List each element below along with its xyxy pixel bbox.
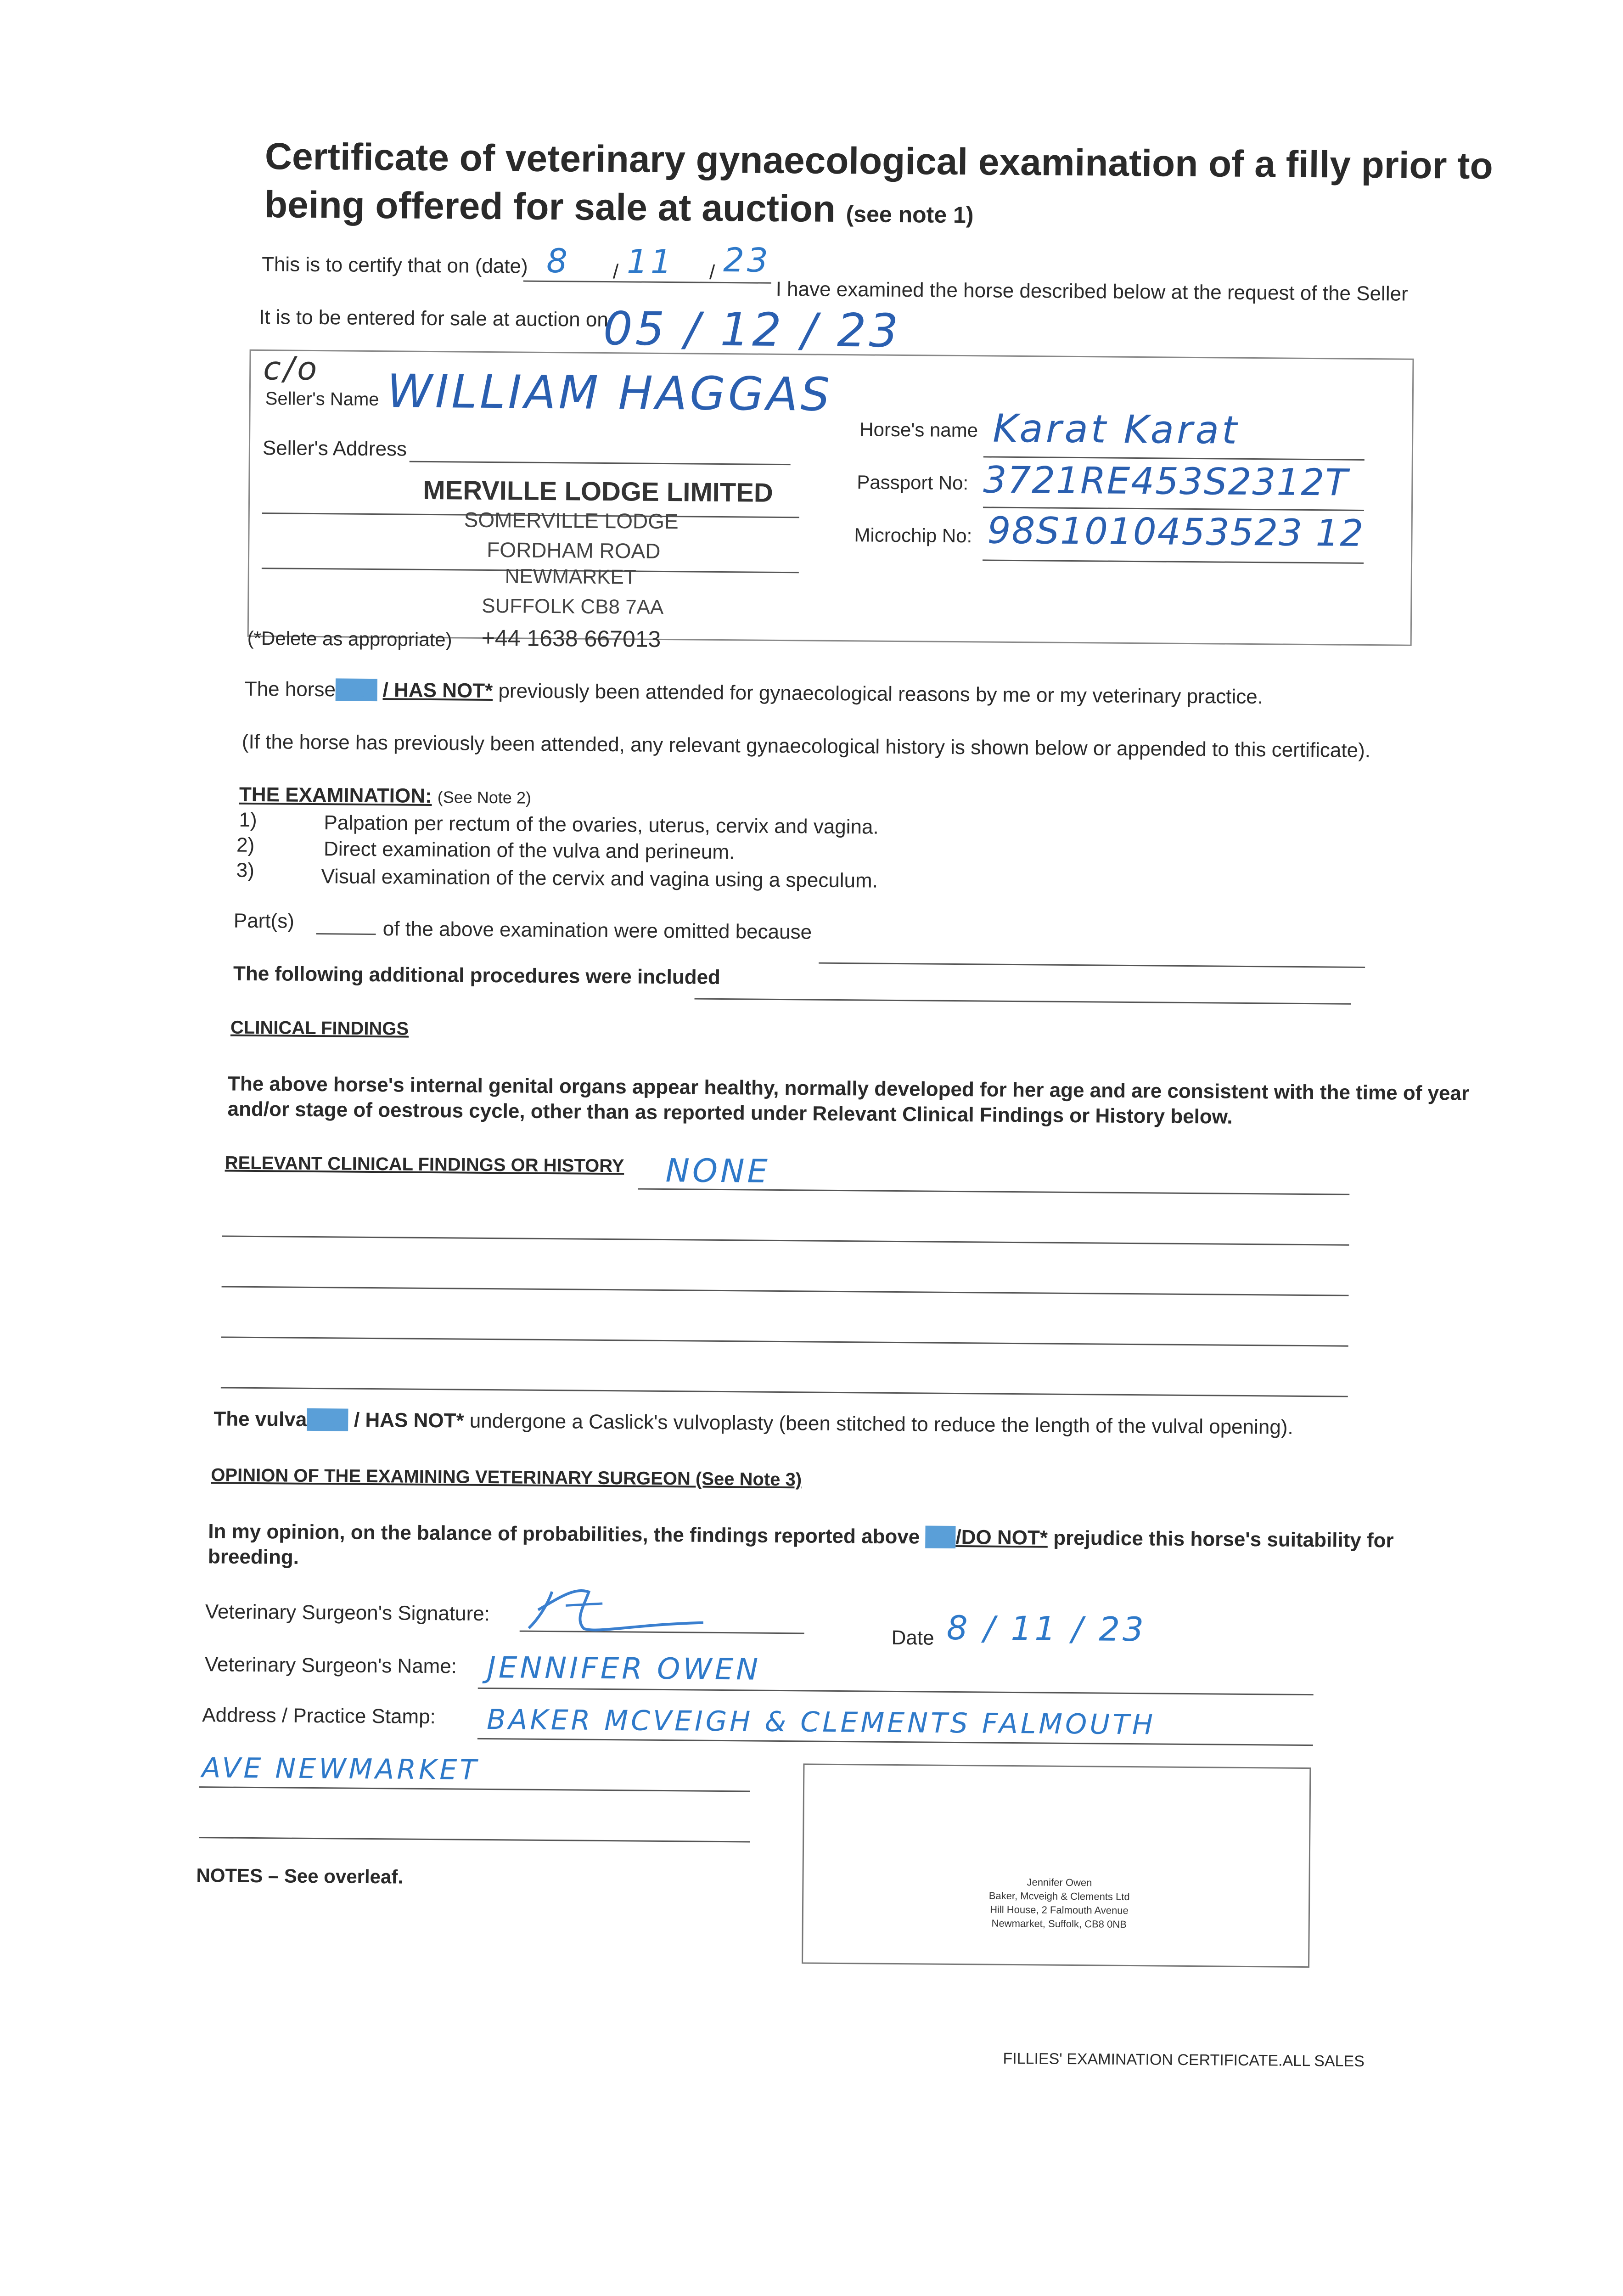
opinion-line-1	[208, 1520, 1394, 1552]
practice-stamp-box	[802, 1763, 1311, 1968]
clinical-statement-2: and/or stage of oestrous cycle, other than as reported under Relevant Clinical Findings or History below.	[227, 1097, 1233, 1128]
passport-value: 3721RE453S2312T	[983, 458, 1349, 504]
clinical-heading: CLINICAL FINDINGS	[230, 1017, 409, 1039]
address-stamp-line-3: FORDHAM ROAD	[487, 537, 661, 563]
signature-label: Veterinary Surgeon's Signature:	[205, 1600, 490, 1626]
opinion-heading: OPINION OF THE EXAMINING VETERINARY SURGEON (See Note 3)	[211, 1465, 802, 1490]
auction-date: 05 / 12 / 23	[603, 301, 901, 358]
stamp-line-3: Hill House, 2 Falmouth Avenue	[990, 1903, 1129, 1917]
stamp-line-2: Baker, Mcveigh & Clements Ltd	[988, 1890, 1130, 1903]
exam-item-1-num: 1)	[239, 808, 257, 832]
vet-name-line	[478, 1688, 1314, 1695]
title-line-1: Certificate of veterinary gynaecological examination of a filly prior to	[264, 135, 1494, 187]
certify-suffix: I have examined the horse described below at the request of the Seller	[775, 277, 1408, 305]
opinion-suffix: prejudice this horse's suitability for	[1053, 1526, 1394, 1552]
opinion-prefix: In my opinion, on the balance of probabilities, the findings reported above	[208, 1520, 920, 1548]
address-stamp-line-2: SOMERVILLE LODGE	[464, 507, 679, 534]
vet-name-value: JENNIFER OWEN	[487, 1651, 761, 1687]
stamp-line-1: Jennifer Owen	[1027, 1876, 1092, 1889]
practice-address-line-2: AVE NEWMARKET	[202, 1752, 480, 1786]
omitted-reason-line	[819, 962, 1365, 968]
additional-line	[695, 998, 1351, 1005]
notes-label: NOTES – See overleaf.	[196, 1864, 404, 1888]
footer-label: FILLIES' EXAMINATION CERTIFICATE.ALL SALES	[1003, 2049, 1365, 2071]
vulva-line	[213, 1407, 1293, 1439]
history-line	[221, 1387, 1348, 1397]
exam-item-1-text: Palpation per rectum of the ovaries, uterus, cervix and vagina.	[324, 811, 879, 838]
title-note: (see note 1)	[846, 201, 974, 228]
examination-heading: THE EXAMINATION:	[239, 783, 432, 808]
exam-item-2-text: Direct examination of the vulva and perineum.	[323, 838, 735, 864]
vulva-struck: HAS	[307, 1408, 348, 1431]
vet-name-label: Veterinary Surgeon's Name:	[204, 1653, 457, 1678]
exam-date-month: 11	[626, 242, 675, 281]
attended-note: (If the horse has previously been attended, any relevant gynaecological history is shown below or appended to this certificate).	[241, 730, 1371, 762]
practice-address-line	[199, 1786, 750, 1792]
signature-scribble	[520, 1578, 713, 1643]
practice-address-line-1: BAKER MCVEIGH & CLEMENTS FALMOUTH	[486, 1704, 1156, 1741]
opinion-struck: DO	[925, 1525, 956, 1549]
opinion-line-2: breeding.	[208, 1545, 299, 1569]
address-stamp-line-5: SUFFOLK CB8 7AA	[482, 594, 664, 619]
exam-date-year: 23	[723, 240, 771, 280]
history-line	[221, 1336, 1348, 1346]
seller-name-label: Seller's Name	[265, 388, 379, 410]
vulva-prefix: The vulva	[213, 1407, 307, 1431]
examination-heading-row	[239, 783, 531, 809]
relevant-value: NONE	[665, 1152, 770, 1190]
vulva-suffix: undergone a Caslick's vulvoplasty (been stitched to reduce the length of the vulval opening).	[469, 1409, 1293, 1439]
address-stamp-line-4: NEWMARKET	[505, 565, 636, 589]
horse-name-label: Horse's name	[859, 418, 978, 441]
attended-prefix: The horse	[244, 677, 336, 701]
title-line-2-text: being offered for sale at auction	[264, 184, 836, 230]
attended-line	[245, 678, 1264, 709]
history-line	[222, 1286, 1349, 1296]
address-stamp-line-1: MERVILLE LODGE LIMITED	[422, 475, 774, 508]
omitted-suffix: of the above examination were omitted because	[382, 917, 812, 944]
exam-item-3-text: Visual examination of the cervix and vagina using a speculum.	[321, 865, 878, 892]
passport-label: Passport No:	[857, 471, 969, 494]
attended-suffix: previously been attended for gynaecological reasons by me or my veterinary practice.	[498, 680, 1264, 709]
practice-address-line	[199, 1837, 750, 1842]
date-label: Date	[891, 1626, 934, 1649]
practice-address-line	[477, 1738, 1313, 1746]
examination-note: (See Note 2)	[437, 788, 532, 807]
co-mark: c/o	[263, 349, 320, 388]
horse-name-value: Karat Karat	[992, 405, 1240, 453]
stamp-line-4: Newmarket, Suffolk, CB8 0NB	[991, 1917, 1127, 1930]
additional-label: The following additional procedures were included	[233, 962, 721, 989]
certify-intro: This is to certify that on (date)	[261, 253, 528, 278]
microchip-label: Microchip No:	[854, 524, 972, 547]
history-line	[222, 1235, 1349, 1245]
omitted-parts-line	[316, 933, 376, 935]
attended-struck: HAS	[335, 678, 377, 702]
seller-address-label: Seller's Address	[262, 437, 407, 461]
exam-date-day: 8	[546, 241, 571, 281]
vulva-status: / HAS NOT*	[354, 1408, 464, 1432]
date-sep: /	[612, 260, 619, 283]
seller-phone: +44 1638 667013	[481, 625, 661, 652]
date-sep: /	[709, 261, 715, 284]
seller-name-value: WILLIAM HAGGAS	[387, 364, 833, 422]
omitted-prefix: Part(s)	[233, 909, 295, 933]
opinion-status: /DO NOT*	[955, 1526, 1048, 1549]
vet-date-value: 8 / 11 / 23	[946, 1608, 1147, 1649]
exam-item-2-num: 2)	[236, 833, 255, 856]
delete-note: (*Delete as appropriate)	[247, 627, 452, 651]
clinical-statement-1: The above horse's internal genital organs appear healthy, normally developed for her age and are consistent with the time of year	[227, 1072, 1470, 1105]
attended-status: / HAS NOT*	[382, 679, 493, 703]
microchip-value: 98S1010453523 12	[987, 509, 1365, 555]
title-line-2	[264, 182, 974, 238]
auction-label: It is to be entered for sale at auction on	[258, 306, 609, 331]
exam-item-3-num: 3)	[236, 859, 255, 882]
address-practice-label: Address / Practice Stamp:	[202, 1704, 436, 1728]
relevant-heading: RELEVANT CLINICAL FINDINGS OR HISTORY	[225, 1153, 624, 1176]
